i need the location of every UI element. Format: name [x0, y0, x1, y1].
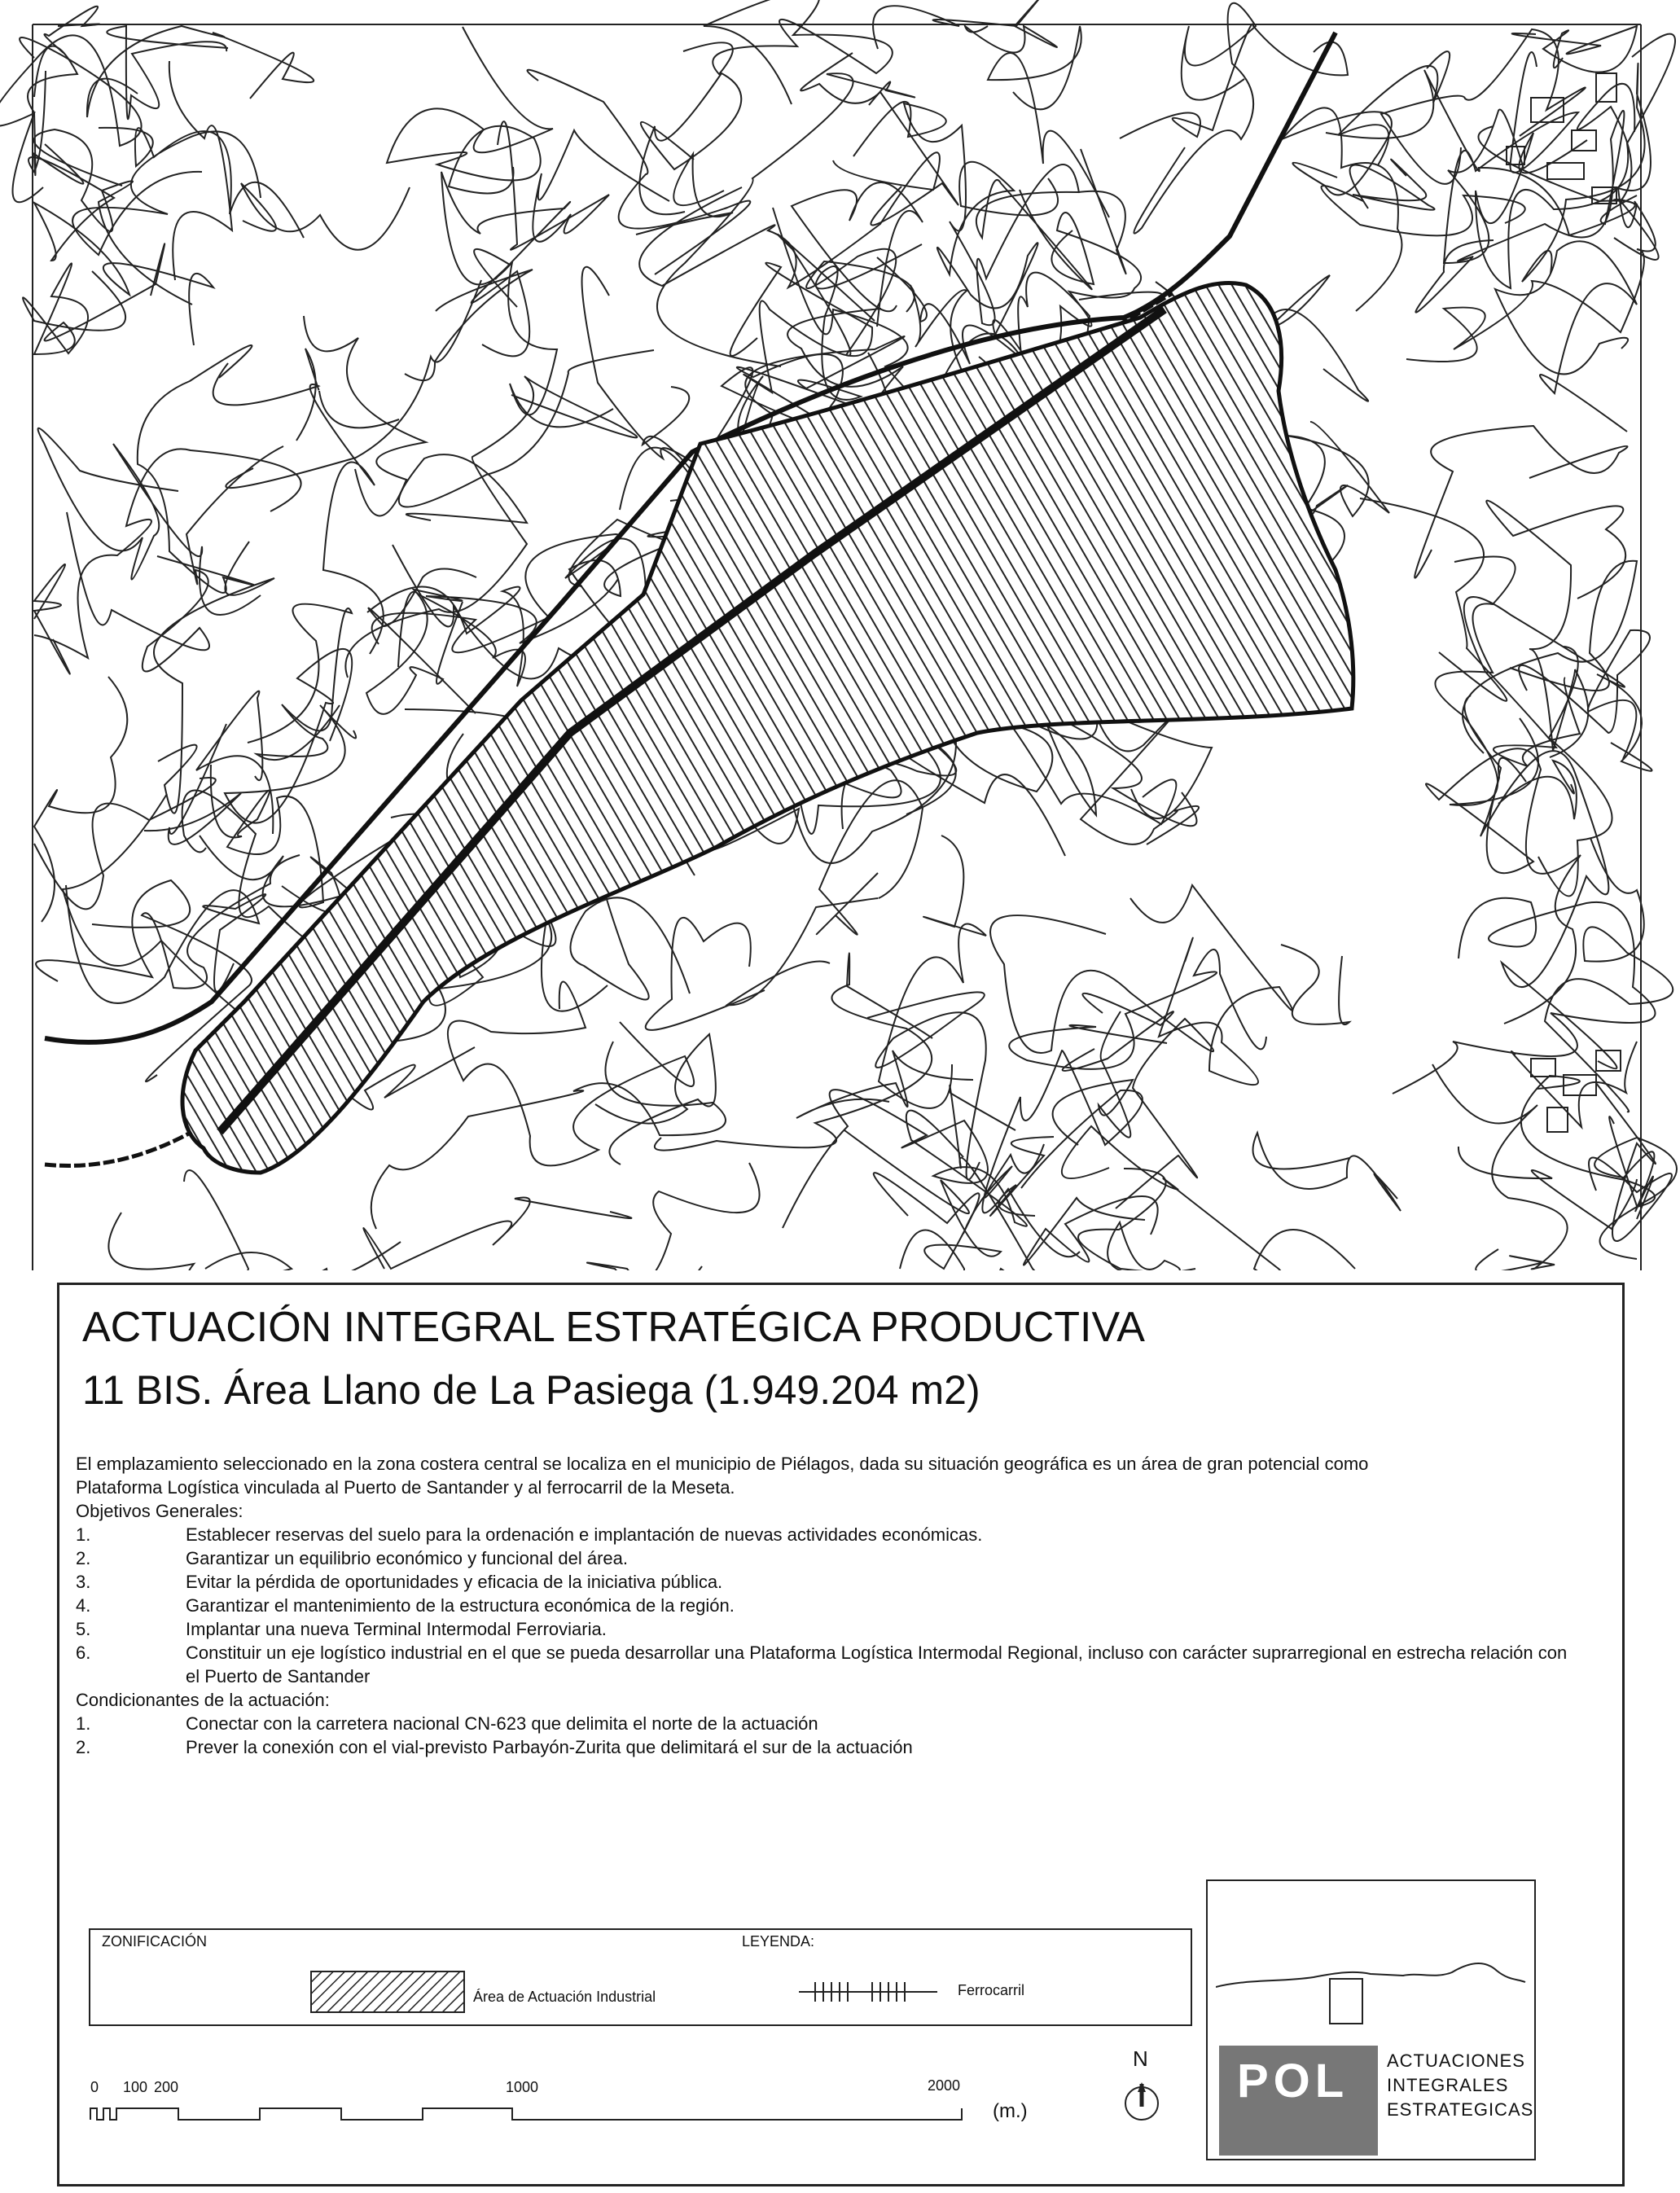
scale-tick-label: 1000 — [506, 2079, 539, 2095]
intro-text-2: Plataforma Logística vinculada al Puerto de Santander y al ferrocarril de la Meseta. — [76, 1477, 735, 1498]
list-item: 4. Garantizar el mantenimiento de la estructura económica de la región. — [76, 1595, 735, 1616]
conditions-heading: Condicionantes de la actuación: — [76, 1690, 330, 1710]
list-item: 3. Evitar la pérdida de oportunidades y eficacia de la iniciativa pública. — [76, 1572, 723, 1592]
logo-line: ESTRATEGICAS — [1387, 2099, 1534, 2120]
north-arrow-icon — [1121, 2079, 1162, 2123]
page-title: ACTUACIÓN INTEGRAL ESTRATÉGICA PRODUCTIVA — [82, 1304, 1145, 1351]
scale-tick-label: 2000 — [928, 2077, 961, 2094]
scale-tick-label: 100 — [123, 2079, 148, 2095]
list-item: 2. Garantizar un equilibrio económico y funcional del área. — [76, 1548, 628, 1568]
logo-box — [1206, 1879, 1536, 2160]
legend-box — [89, 1928, 1192, 2026]
zoning-label: ZONIFICACIÓN — [102, 1933, 207, 1950]
railway-legend-text: Ferrocarril — [958, 1982, 1025, 1998]
railway-legend-icon — [799, 1977, 937, 2007]
info-panel — [57, 1283, 1625, 2186]
area-swatch — [310, 1971, 465, 2013]
intro-text: El emplazamiento seleccionado en la zona costera central se localiza en el municipio de Piélagos, dada su situación geográfica es un área de gran potencial como — [76, 1454, 1369, 1474]
legend-label: LEYENDA: — [742, 1933, 815, 1950]
page-subtitle: 11 BIS. Área Llano de La Pasiega (1.949.204 m2) — [82, 1367, 980, 1413]
list-item: 1. Establecer reservas del suelo para la ordenación e implantación de nuevas actividades económicas. — [76, 1524, 983, 1545]
scale-unit: (m.) — [993, 2100, 1028, 2122]
scale-tick-label: 200 — [154, 2079, 179, 2095]
logo-line: INTEGRALES — [1387, 2075, 1509, 2095]
list-item: 1. Conectar con la carretera nacional CN-623 que delimita el norte de la actuación — [76, 1713, 818, 1734]
scale-bar — [89, 2046, 1196, 2152]
scale-tick-label: 0 — [90, 2079, 99, 2095]
description — [76, 1452, 1590, 1759]
list-item: 2. Prever la conexión con el vial-previsto Parbayón-Zurita que delimitará el sur de la actuación — [76, 1737, 913, 1757]
scale-graphic — [89, 2100, 968, 2125]
logo-line: ACTUACIONES — [1387, 2050, 1525, 2071]
list-item: 5. Implantar una nueva Terminal Intermodal Ferroviaria. — [76, 1619, 607, 1639]
north-label: N — [1133, 2046, 1148, 2071]
area-legend-text: Área de Actuación Industrial — [473, 1989, 656, 2005]
pol-logo: POL — [1219, 2046, 1378, 2156]
list-item: 6. Constituir un eje logístico industrial en el que se pueda desarrollar una Plataforma Logística Intermodal Regional, incluso con carácter suprarregional en estrecha relación con el Puerto de Santander — [76, 1643, 1568, 1686]
coastline-icon — [1216, 1930, 1529, 2028]
objectives-heading: Objetivos Generales: — [76, 1501, 243, 1521]
